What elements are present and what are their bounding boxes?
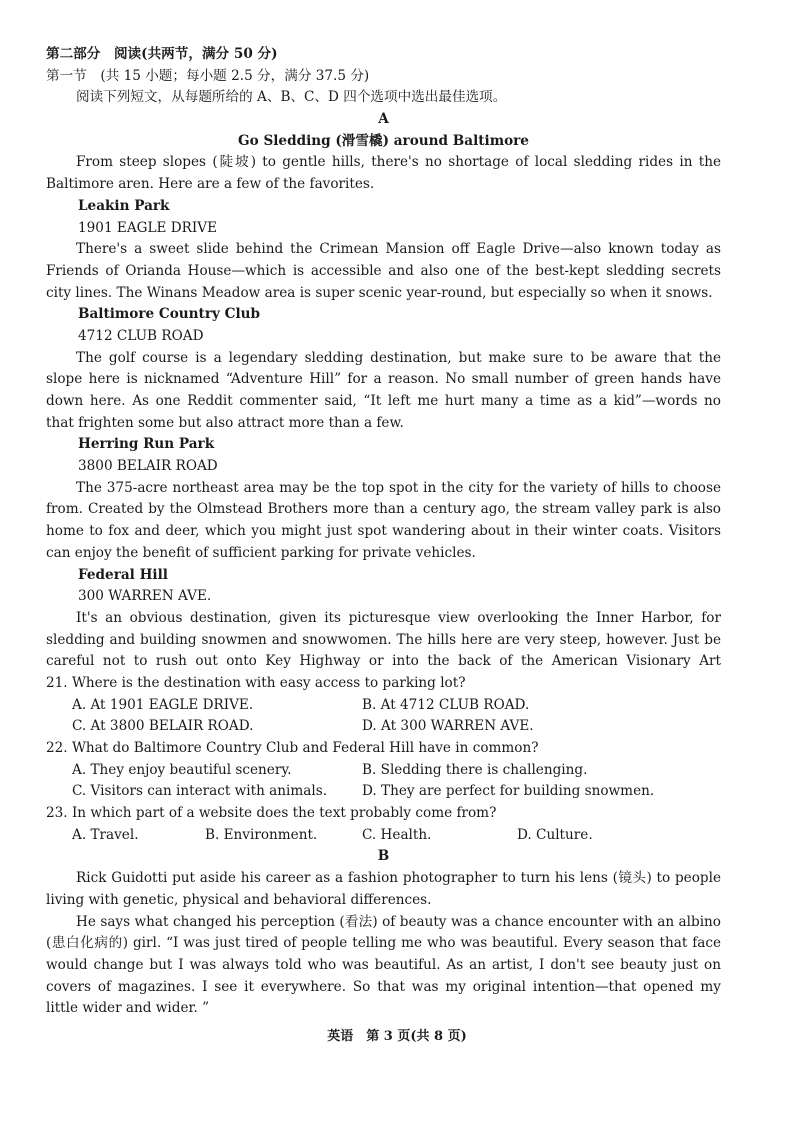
body-line: (患白化病的) girl. “I was just tired of people telling me who was beautiful. Every season that face bbox=[46, 935, 721, 952]
body-line: covers of magazines. I see it everywhere. So that was my original intention—that opened my bbox=[46, 978, 721, 995]
intro-line: From steep slopes (陡坡) to gentle hills, there's no shortage of local sledding rides in the bbox=[76, 154, 721, 171]
body-line: He says what changed his perception (看法) of beauty was a chance encounter with an albino bbox=[76, 913, 721, 930]
question-22-option-a[interactable]: A. They enjoy beautiful scenery. bbox=[72, 761, 292, 778]
place-address: 4712 CLUB ROAD bbox=[78, 327, 204, 344]
body-line: There's a sweet slide behind the Crimean Mansion off Eagle Drive—also known today as bbox=[76, 241, 721, 258]
question-21-options-row-1 bbox=[46, 695, 721, 717]
body-line: slope here is nicknamed “Adventure Hill” for a reason. No small number of green hands have bbox=[46, 371, 721, 388]
body-line: The 375-acre northeast area may be the top spot in the city for the variety of hills to choose bbox=[76, 479, 721, 496]
question-21-option-a[interactable]: A. At 1901 EAGLE DRIVE. bbox=[72, 696, 254, 713]
page-footer: 英语 第 3 页(共 8 页) bbox=[327, 1029, 467, 1044]
body-line: The golf course is a legendary sledding destination, but make sure to be aware that the bbox=[76, 349, 721, 366]
passage-b-label: B bbox=[377, 848, 390, 865]
question-21-stem: 21. Where is the destination with easy access to parking lot? bbox=[46, 674, 466, 691]
body-line: that frighten some but also attract more than a few. bbox=[46, 414, 404, 431]
question-22-option-c[interactable]: C. Visitors can interact with animals. bbox=[72, 783, 328, 800]
body-line: down here. As one Reddit commenter said, “It left me hurt many a time as a kid”—words no bbox=[46, 393, 721, 409]
part-title: 第二部分 阅读(共两节，满分 50 分) bbox=[46, 46, 278, 62]
place-name: Herring Run Park bbox=[78, 436, 215, 453]
section-subtitle: 第一节 (共 15 小题；每小题 2.5 分，满分 37.5 分) bbox=[46, 67, 370, 84]
question-21-options-row-2 bbox=[46, 716, 721, 738]
question-23-option-a[interactable]: A. Travel. bbox=[72, 826, 139, 843]
place-address: 1901 EAGLE DRIVE bbox=[78, 219, 218, 236]
place-address: 3800 BELAIR ROAD bbox=[78, 458, 218, 475]
passage-a-title: Go Sledding (滑雪橇) around Baltimore bbox=[238, 132, 529, 149]
question-23-option-b[interactable]: B. Environment. bbox=[205, 826, 318, 843]
body-line: would change but I was always told who was beautiful. As an artist, I don't see beauty just on bbox=[46, 956, 721, 973]
question-21-option-d[interactable]: D. At 300 WARREN AVE. bbox=[362, 718, 534, 735]
place-name: Leakin Park bbox=[78, 197, 170, 214]
body-line: can enjoy the benefit of sufficient parking for private vehicles. bbox=[46, 544, 476, 561]
question-22-option-d[interactable]: D. They are perfect for building snowmen. bbox=[362, 783, 655, 800]
body-line: city lines. The Winans Meadow area is super scenic year-round, but especially so when it snows. bbox=[46, 284, 713, 301]
body-line: Friends of Orianda House—which is accessible and also one of the best-kept sledding secrets bbox=[46, 262, 721, 279]
place-name: Baltimore Country Club bbox=[78, 306, 260, 323]
body-line: careful not to rush out onto Key Highway or into the back of the American Visionary Art bbox=[46, 653, 721, 670]
body-line: sledding and building snowmen and snowwomen. The hills here are very steep, however. Just be bbox=[46, 631, 721, 648]
question-22-option-b[interactable]: B. Sledding there is challenging. bbox=[362, 761, 588, 778]
question-22-options-row-1 bbox=[46, 760, 721, 782]
question-23-option-d[interactable]: D. Culture. bbox=[517, 826, 593, 843]
passage-a-label: A bbox=[378, 111, 389, 128]
intro-line: Baltimore aren. Here are a few of the favorites. bbox=[46, 176, 375, 193]
exam-page bbox=[46, 44, 721, 1020]
place-name: Federal Hill bbox=[78, 566, 168, 583]
question-22-stem: 22. What do Baltimore Country Club and Federal Hill have in common? bbox=[46, 740, 539, 756]
instruction: 阅读下列短文，从每题所给的 A、B、C、D 四个选项中选出最佳选项。 bbox=[76, 89, 507, 106]
question-23-options-row bbox=[46, 825, 721, 847]
place-address: 300 WARREN AVE. bbox=[78, 588, 212, 605]
question-21-option-b[interactable]: B. At 4712 CLUB ROAD. bbox=[362, 696, 530, 713]
question-21-option-c[interactable]: C. At 3800 BELAIR ROAD. bbox=[72, 718, 254, 735]
body-line: from. Created by the Olmstead Brothers more than a century ago, the stream valley park is also bbox=[46, 501, 721, 518]
body-line: Rick Guidotti put aside his career as a fashion photographer to turn his lens (镜头) to people bbox=[76, 870, 721, 887]
body-line: It's an obvious destination, given its picturesque view overlooking the Inner Harbor, for bbox=[76, 609, 721, 626]
question-23-stem: 23. In which part of a website does the text probably come from? bbox=[46, 805, 497, 822]
body-line: home to fox and deer, which you might just spot wandering about in their winter coats. Visitors bbox=[46, 523, 721, 540]
body-line: living with genetic, physical and behavioral differences. bbox=[46, 891, 432, 908]
question-23-option-c[interactable]: C. Health. bbox=[362, 826, 432, 843]
question-22-options-row-2 bbox=[46, 781, 721, 803]
body-line: little wider and wider. ” bbox=[46, 1000, 210, 1017]
